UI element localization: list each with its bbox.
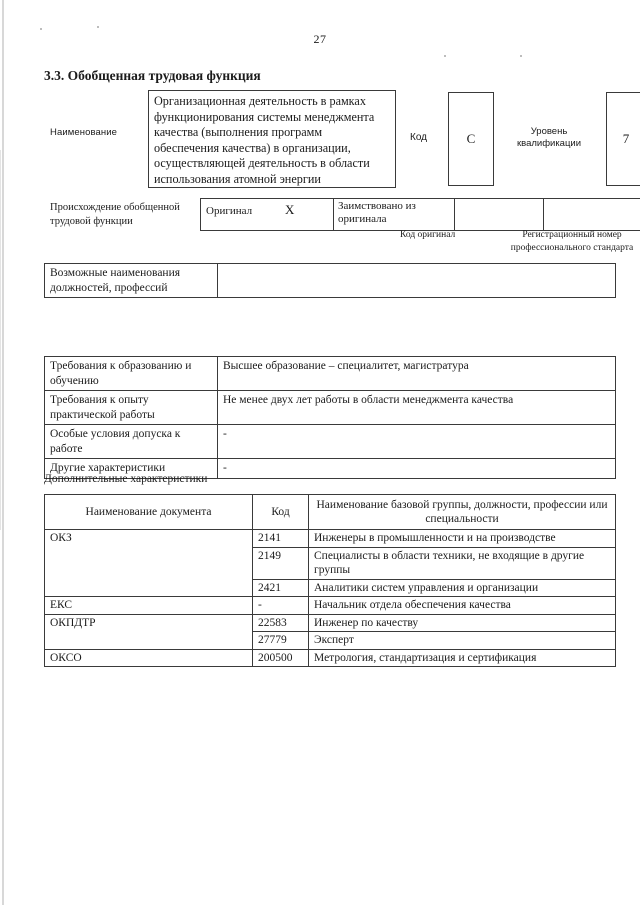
scan-speck xyxy=(444,55,446,57)
document-name: ОКЗ xyxy=(45,530,253,597)
requirement-label: Требования к образованию и обучению xyxy=(45,357,218,391)
requirement-value: - xyxy=(218,425,616,459)
requirement-label: Другие характеристики xyxy=(45,459,218,479)
requirement-value: Не менее двух лет работы в области менеджмента качества xyxy=(218,391,616,425)
origin-original-label: Оригинал xyxy=(206,205,253,217)
scan-speck xyxy=(520,55,522,57)
code-value: 2141 xyxy=(253,530,309,548)
origin-original-mark: X xyxy=(285,202,295,217)
document-name: ЕКС xyxy=(45,597,253,615)
header-document: Наименование документа xyxy=(45,495,253,530)
table-row xyxy=(45,649,616,667)
additional-characteristics-table xyxy=(44,494,616,667)
header-code: Код xyxy=(253,495,309,530)
table-row xyxy=(45,614,616,632)
origin-registration-number-cell xyxy=(544,199,640,231)
requirement-value: Высшее образование – специалитет, магистратура xyxy=(218,357,616,391)
scan-speck xyxy=(40,28,42,30)
footnote-registration-number: Регистрационный номер профессионального стандарта xyxy=(510,230,634,253)
scan-artifact-left-edge xyxy=(2,0,4,905)
header-name: Наименование базовой группы, должности, профессии или специальности xyxy=(309,495,616,530)
group-name: Инженер по качеству xyxy=(309,614,616,632)
table-row xyxy=(201,199,640,231)
origin-borrowed-code-cell xyxy=(455,199,544,231)
additional-characteristics-title: Дополнительные характеристики xyxy=(44,473,208,485)
group-name: Специалисты в области техники, не входящие в другие группы xyxy=(309,547,616,579)
name-label: Наименование xyxy=(50,127,118,138)
requirement-value: - xyxy=(218,459,616,479)
table-row xyxy=(45,357,616,391)
table-row xyxy=(45,597,616,615)
section-heading: 3.3. Обобщенная трудовая функция xyxy=(44,68,261,83)
footnote-code-original: Код оригинал xyxy=(400,230,456,240)
group-name: Начальник отдела обеспечения качества xyxy=(309,597,616,615)
positions-table xyxy=(44,263,616,298)
origin-table xyxy=(200,198,640,231)
group-name: Аналитики систем управления и организации xyxy=(309,579,616,597)
code-value: 27779 xyxy=(253,632,309,650)
requirements-table xyxy=(44,356,616,479)
origin-label: Происхождение обобщенной трудовой функции xyxy=(50,202,180,227)
table-row xyxy=(45,391,616,425)
code-value: 200500 xyxy=(253,649,309,667)
code-value: - xyxy=(253,597,309,615)
document-name: ОКСО xyxy=(45,649,253,667)
table-header-row xyxy=(45,495,616,530)
document-name: ОКПДТР xyxy=(45,614,253,649)
generalized-function-block xyxy=(44,90,630,190)
code-value: 22583 xyxy=(253,614,309,632)
table-row xyxy=(45,425,616,459)
name-value-box: Организационная деятельность в рамках функционирования системы менеджмента качества (выполнения программ обеспечения качества) в организации, осуществляющей деятельность в области использования атомной энергии xyxy=(148,90,396,188)
code-label: Код xyxy=(410,132,428,143)
scan-speck xyxy=(97,26,99,28)
page-number: 27 xyxy=(313,32,327,46)
origin-borrowed-cell: Заимствовано из оригинала xyxy=(334,199,455,231)
positions-list xyxy=(218,264,616,298)
origin-original-cell xyxy=(201,199,334,231)
group-name: Эксперт xyxy=(309,632,616,650)
qualification-level-label: Уровень квалификации xyxy=(516,126,582,149)
qualification-level-value-box: 7 xyxy=(606,92,640,186)
group-name: Инженеры в промышленности и на производстве xyxy=(309,530,616,548)
scan-artifact-left-edge-secondary xyxy=(0,150,1,530)
positions-label: Возможные наименования должностей, профессий xyxy=(45,264,218,298)
code-value: 2421 xyxy=(253,579,309,597)
code-value-box: C xyxy=(448,92,494,186)
code-value: 2149 xyxy=(253,547,309,579)
table-row xyxy=(45,264,616,298)
table-row xyxy=(45,530,616,548)
requirement-label: Требования к опыту практической работы xyxy=(45,391,218,425)
requirement-label: Особые условия допуска к работе xyxy=(45,425,218,459)
group-name: Метрология, стандартизация и сертификация xyxy=(309,649,616,667)
